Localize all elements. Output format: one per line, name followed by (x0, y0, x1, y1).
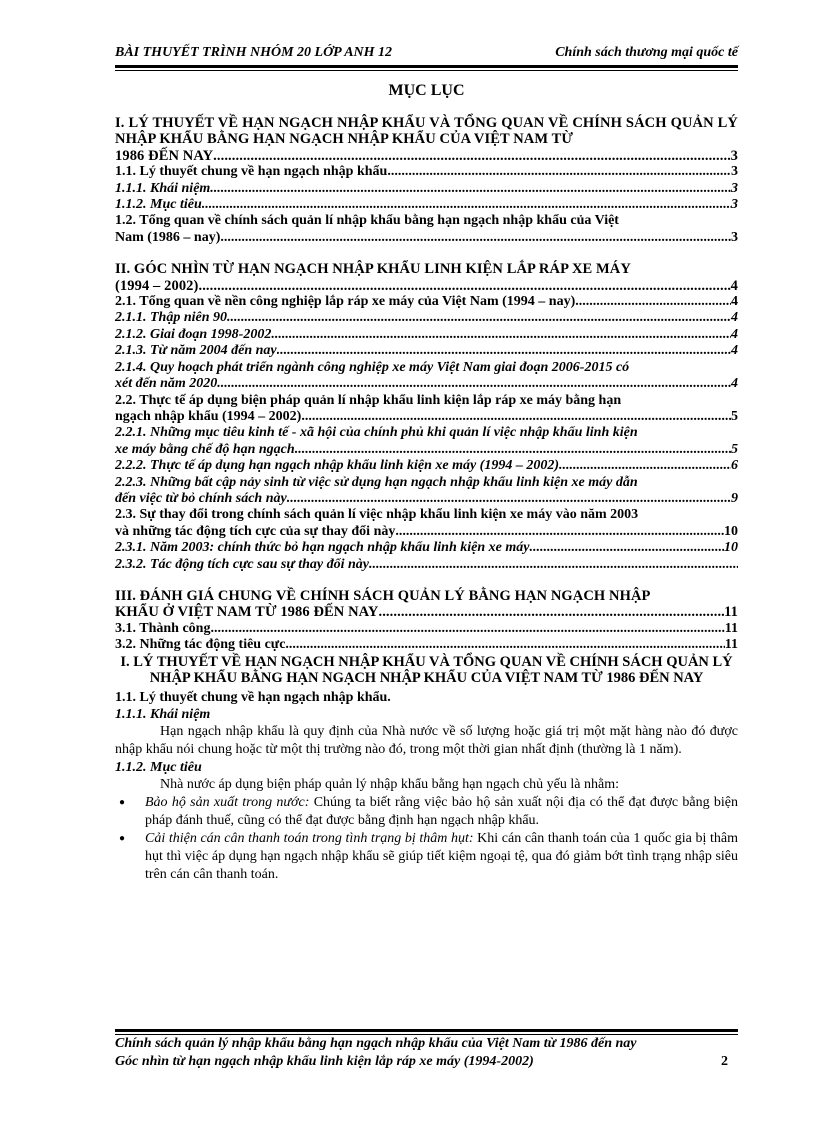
toc-page-number: 11 (724, 620, 738, 636)
toc-entry[interactable] (115, 475, 738, 508)
bullet-icon: ● (119, 832, 126, 844)
toc-leader-dots (387, 164, 731, 180)
bullet-text: Cải thiện cán cân thanh toán trong tình trạng bị thâm hụt: Khi cán cân thanh toán của 1 quốc gia bị thâm hụt thì việc áp dụng hạn ngạch nhập khẩu sẽ giúp tiết kiệm ngoại tệ, qua đó giảm bớt tình trạng nhập siêu trên cán cân thanh toán. (145, 830, 738, 882)
toc-entry[interactable] (115, 621, 738, 637)
header-left: BÀI THUYẾT TRÌNH NHÓM 20 LỚP ANH 12 (115, 45, 393, 60)
toc-entry[interactable] (115, 360, 738, 393)
toc-leader-dots (198, 278, 730, 294)
table-of-contents (115, 115, 738, 654)
toc-leader-dots (213, 148, 730, 164)
toc-leader-dots (287, 491, 731, 507)
toc-page-number: 3 (731, 229, 738, 245)
bullet-text: Bảo hộ sản xuất trong nước: Chúng ta biết rằng việc bảo hộ sản xuất nội địa có thể đạt được bằng biện pháp đánh thuế, cũng có thể đạt được bằng định hạn ngạch nhập khẩu. (145, 794, 739, 828)
toc-entry-label: 2.1.1. Thập niên 90 (115, 310, 228, 326)
toc-page-number: 3 (731, 197, 738, 213)
toc-leader-dots (395, 524, 724, 540)
toc-entry[interactable] (115, 261, 738, 294)
toc-leader-dots (529, 540, 724, 556)
toc-page-number: 6 (731, 458, 738, 474)
footer-rule (115, 1029, 738, 1032)
toc-page-number: 3 (731, 164, 738, 180)
toc-page-number: 11 (724, 637, 738, 653)
toc-page-number: 4 (731, 310, 738, 326)
toc-entry-label: 2.2.2. Thực tế áp dụng hạn ngạch nhập khẩu linh kiện xe máy (1994 – 2002) (115, 458, 560, 474)
toc-entry-label: 1986 ĐẾN NAY (115, 147, 214, 164)
bullet-item (115, 830, 738, 884)
toc-entry[interactable] (115, 294, 738, 310)
toc-entry-text: II. GÓC NHÌN TỪ HẠN NGẠCH NHẬP KHẨU LINH KIỆN LẮP RÁP XE MÁY (115, 261, 631, 278)
paragraph-khai-niem: Hạn ngạch nhập khẩu là quy định của Nhà nước về số lượng hoặc giá trị một mặt hàng nào đó được nhập khẩu nói chung hoặc từ một thị trường nào đó, trong một thời gian nhất định (thường là 1 năm). (115, 723, 738, 757)
toc-leader-dots (369, 557, 738, 573)
toc-entry-label: 1.1.2. Mục tiêu (115, 197, 202, 213)
toc-leader-dots (301, 409, 731, 425)
toc-leader-dots (559, 458, 731, 474)
toc-page-number: 3 (731, 180, 738, 196)
subheading-1-1-2: 1.1.2. Mục tiêu (115, 759, 202, 775)
toc-entry[interactable] (115, 197, 738, 213)
toc-leader-dots (295, 442, 731, 458)
toc-page-number: 4 (730, 277, 738, 294)
toc-entry-label: (1994 – 2002) (115, 277, 199, 294)
toc-entry-label: 2.1. Tổng quan về nền công nghiệp lắp ráp xe máy của Việt Nam (1994 – nay) (115, 294, 576, 310)
toc-entry[interactable] (115, 557, 738, 573)
toc-page-number: 4 (731, 326, 738, 342)
toc-page-number: 4 (731, 343, 738, 359)
toc-entry-label: 2.1.3. Từ năm 2004 đến nay (115, 343, 277, 359)
toc-leader-dots (378, 604, 724, 620)
toc-entry-label: 2.1.2. Giai đoạn 1998-2002 (115, 326, 272, 342)
toc-page-number: 4 (731, 294, 738, 310)
toc-leader-dots (210, 181, 731, 197)
toc-entry-label: 2.3.1. Năm 2003: chính thức bỏ hạn ngạch nhập khẩu linh kiện xe máy (115, 540, 530, 556)
header-rule-thin (115, 70, 738, 71)
toc-entry[interactable] (115, 310, 738, 326)
toc-entry[interactable] (115, 213, 738, 246)
section-heading: I. LÝ THUYẾT VỀ HẠN NGẠCH NHẬP KHẨU VÀ TỔNG QUAN VỀ CHÍNH SÁCH QUẢN LÝ NHẬP KHẨU BẰNG HẠN NGẠCH NHẬP KHẨU CỦA VIỆT NAM TỪ 1986 ĐẾN NAY (120, 653, 733, 687)
toc-entry-label: 3.1. Thành công (115, 620, 211, 636)
toc-entry-label: 1.1. Lý thuyết chung về hạn ngạch nhập khẩu (115, 164, 388, 180)
toc-entry[interactable] (115, 164, 738, 180)
toc-entry-label: Nam (1986 – nay) (115, 229, 221, 245)
toc-page-number: 10 (724, 523, 738, 539)
subheading-1-1-1: 1.1.1. Khái niệm (115, 706, 211, 722)
page-footer (115, 1029, 738, 1071)
toc-leader-dots (575, 294, 731, 310)
toc-entry[interactable] (115, 181, 738, 197)
toc-entry-label: 1.1.1. Khái niệm (115, 180, 211, 196)
toc-entry[interactable] (115, 458, 738, 474)
toc-page-number: 11 (724, 604, 738, 621)
subheading-1-1: 1.1. Lý thuyết chung về hạn ngạch nhập khẩu. (115, 689, 391, 705)
toc-leader-dots (217, 376, 731, 392)
toc-entry-text: I. LÝ THUYẾT VỀ HẠN NGẠCH NHẬP KHẨU VÀ TỔNG QUAN VỀ CHÍNH SÁCH QUẢN LÝ NHẬP KHẨU BẰNG HẠN NGẠCH NHẬP KHẨU CỦA VIỆT NAM TỪ (115, 115, 738, 148)
toc-leader-dots (220, 230, 731, 246)
toc-leader-dots (277, 343, 731, 359)
toc-title: MỤC LỤC (388, 82, 465, 99)
toc-entry-label: ngạch nhập khẩu (1994 – 2002) (115, 408, 302, 424)
toc-entry-label: KHẨU Ở VIỆT NAM TỪ 1986 ĐẾN NAY (115, 604, 379, 621)
bullet-icon: ● (119, 796, 126, 808)
document-page (115, 44, 738, 884)
paragraph-muc-tieu: Nhà nước áp dụng biện pháp quản lý nhập khẩu bằng hạn ngạch chủ yếu là nhằm: (160, 776, 619, 792)
toc-leader-dots (227, 310, 731, 326)
toc-page-number: 3 (730, 147, 738, 164)
footer-title-line2: Góc nhìn từ hạn ngạch nhập khẩu linh kiện lắp ráp xe máy (1994-2002) (115, 1054, 534, 1069)
toc-entry-text: 2.2.3. Những bất cập nảy sinh từ việc sử dụng hạn ngạch nhập khẩu linh kiện xe máy dẫn (115, 474, 638, 490)
page-number: 2 (721, 1054, 728, 1069)
toc-leader-dots (202, 197, 731, 213)
toc-entry-text: III. ĐÁNH GIÁ CHUNG VỀ CHÍNH SÁCH QUẢN LÝ BẰNG HẠN NGẠCH NHẬP (115, 587, 651, 604)
header-rule (115, 65, 738, 68)
toc-page-number: 5 (731, 408, 738, 424)
toc-leader-dots (271, 327, 731, 343)
toc-entry-label: xe máy bằng chế độ hạn ngạch (115, 441, 295, 457)
footer-title-line1: Chính sách quản lý nhập khẩu bằng hạn ngạch nhập khẩu của Việt Nam từ 1986 đến nay (115, 1036, 637, 1051)
toc-entry-text: 2.2. Thực tế áp dụng biện pháp quản lí nhập khẩu linh kiện lắp ráp xe máy bằng hạn (115, 392, 622, 408)
toc-entry[interactable] (115, 115, 738, 164)
toc-leader-dots (210, 621, 724, 637)
bullet-item (115, 794, 738, 830)
toc-entry[interactable] (115, 425, 738, 458)
toc-entry[interactable] (115, 393, 738, 426)
page-header (115, 44, 738, 62)
toc-entry-text: 2.3. Sự thay đổi trong chính sách quản lí việc nhập khẩu linh kiện xe máy vào năm 2003 (115, 507, 639, 523)
toc-entry-label: đến việc từ bỏ chính sách này (115, 490, 287, 506)
toc-page-number: 9 (731, 490, 738, 506)
toc-entry-label: 3.2. Những tác động tiêu cực (115, 637, 286, 653)
toc-page-number: 10 (724, 540, 738, 556)
toc-entry[interactable] (115, 507, 738, 540)
toc-entry[interactable] (115, 343, 738, 359)
toc-entry-text: 1.2. Tổng quan về chính sách quản lí nhập khẩu bằng hạn ngạch nhập khẩu của Việt (115, 213, 619, 229)
toc-entry[interactable] (115, 540, 738, 556)
toc-leader-dots (285, 637, 724, 653)
toc-page-number: 5 (731, 441, 738, 457)
toc-entry-label: xét đến năm 2020 (115, 376, 218, 392)
toc-page-number: 4 (731, 376, 738, 392)
toc-entry-label: 2.3.2. Tác động tích cực sau sự thay đổi này (115, 556, 369, 572)
toc-entry[interactable] (115, 588, 738, 621)
toc-entry[interactable] (115, 327, 738, 343)
toc-entry-text: 2.1.4. Quy hoạch phát triển ngành công nghiệp xe máy Việt Nam giai đoạn 2006-2015 có (115, 359, 630, 375)
toc-entry[interactable] (115, 637, 738, 653)
header-right: Chính sách thương mại quốc tế (555, 45, 738, 60)
toc-entry-text: 2.2.1. Những mục tiêu kinh tế - xã hội của chính phủ khi quản lí việc nhập khẩu linh kiện (115, 425, 638, 441)
toc-entry-label: và những tác động tích cực của sự thay đổi này (115, 523, 396, 539)
